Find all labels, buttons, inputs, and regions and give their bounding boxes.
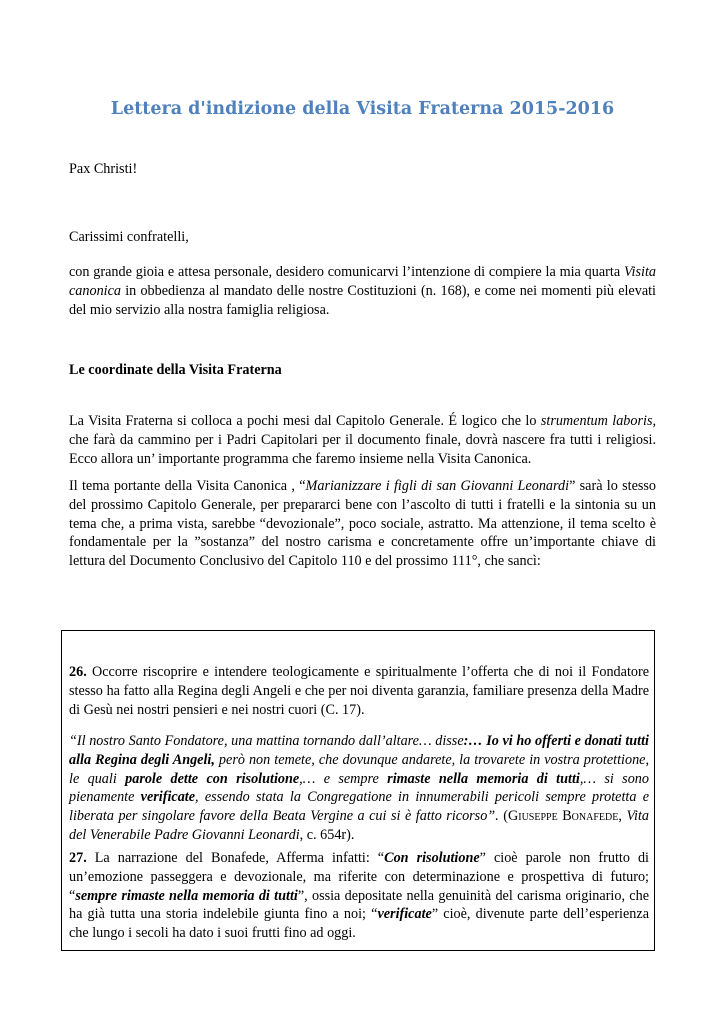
excerpt-27-e: ”, ossia depositate nella genuinità del carisma originario, che ha già tutta una storia indelebile giunta fino a noi; “ [69, 887, 649, 923]
intro-text-1: con grande gioia e attesa personale, desidero comunicarvi l’intenzione di compiere la mia quarta [69, 264, 624, 280]
paragraph-2 [69, 477, 656, 571]
para2-text-3: ” sarà lo stesso del prossimo Capitolo Generale, per prepararci bene con l’ascolto di tutti i fratelli e la sintonia su un tema che, a prima vista, sarebbe “devozionale”, poco sociale, astratto. Ma attenzione, il tema scelto è fondamentale per la ”sostanza” del nostro carisma e concretamente offre un’importante chiave di lettura del Documento Conclusivo del Capitolo 110 e del prossimo 111°, che sancì: [69, 478, 657, 570]
excerpt-paragraph-26 [69, 663, 649, 719]
quote-text-5: ,… e sempre [299, 770, 388, 787]
intro-text-3: in obbedienza al mandato delle nostre Costituzioni (n. 168), e come nei momenti più elevati del mio servizio alla nostra famiglia religiosa. [69, 282, 656, 318]
document-title: Lettera d'indizione della Visita Fraterna 2015-2016 [110, 99, 615, 119]
para2-text-2: Marianizzare i figli di san Giovanni Leonardi [305, 478, 570, 494]
excerpt-paragraph-27 [69, 849, 649, 943]
intro-text-2: Visita canonica [69, 264, 656, 299]
quote-book-title: Vita del Venerabile Padre Giovanni Leonardi [69, 808, 650, 843]
para2-text-1: Il tema portante della Visita Canonica , “ [69, 478, 306, 494]
excerpt-27-g: ” cioè, divenute parte dell’esperienza che lungo i secoli ha dato i suoi frutti fino ad oggi. [69, 906, 649, 942]
intro-paragraph [69, 263, 656, 319]
quote-text-6: rimaste nella memoria di tutti [387, 770, 580, 787]
excerpt-number-26: 26. [69, 664, 87, 680]
quote-text-14: , c. 654r). [299, 826, 355, 843]
quote-text-7: ,… si sono pienamente [69, 770, 649, 806]
quote-text-1: “Il nostro Santo Fondatore, una mattina tornando dall’altare… disse [69, 733, 464, 749]
quote-text-3: però non temete, che dovunque andarete, la trovarete in vostra protettione, le quali [69, 751, 650, 787]
para1-text-2: strumentum laboris, [540, 413, 657, 429]
excerpt-27-c: ” cioè parole non frutto di un’emozione passeggera e devozionale, ma riferite con determinazione e prospettiva di futuro; “ [69, 850, 649, 904]
quote-text-9: , essendo stata la Congregatione in innumerabili pericoli sempre protetta e liberata per singolare favore della Beata Vergine a cui si è fatto ricorso”. [69, 789, 649, 825]
excerpt-27-a: La narrazione del Bonafede, Afferma infatti: “ [86, 850, 385, 866]
quote-text-4: parole dette con risolutione [125, 770, 300, 787]
greeting: Pax Christi! [69, 161, 138, 177]
salutation: Carissimi confratelli, [69, 229, 189, 245]
excerpt-27-b: Con risolutione [384, 850, 480, 866]
quote-text-8: verificate [140, 789, 196, 806]
quote-text-2: :… Io vi ho offerti e donati tutti alla Regina degli Angeli, [69, 733, 649, 768]
quoted-excerpt-box [61, 630, 655, 951]
excerpt-number-27: 27. [69, 850, 87, 866]
quote-text-12: , [618, 808, 627, 825]
section-heading: Le coordinate della Visita Fraterna [69, 362, 282, 378]
para1-text-3: che farà da cammino per i Padri Capitolari per il documento finale, dovrà nascere fra tutti i religiosi. Ecco allora un’ importante programma che faremo insieme nella Visita Canonica. [69, 431, 656, 467]
paragraph-1 [69, 412, 656, 468]
excerpt-text-26: Occorre riscoprire e intendere teologicamente e spiritualmente l’offerta che di noi il Fondatore stesso ha fatto alla Regina degli Angeli e che per noi diventa garanzia, familiare presenza della Madre di Gesù nei nostri pensieri e nei nostri cuori (C. 17). [69, 664, 649, 718]
quote-text-10: ( [498, 808, 508, 825]
quote-author: Giuseppe Bonafede [508, 808, 619, 825]
quote-paragraph [69, 732, 649, 845]
para1-text-1: La Visita Fraterna si colloca a pochi mesi dal Capitolo Generale. É logico che lo [69, 413, 541, 429]
excerpt-27-d: sempre rimaste nella memoria di tutti [75, 887, 298, 904]
excerpt-27-f: verificate [377, 906, 432, 923]
